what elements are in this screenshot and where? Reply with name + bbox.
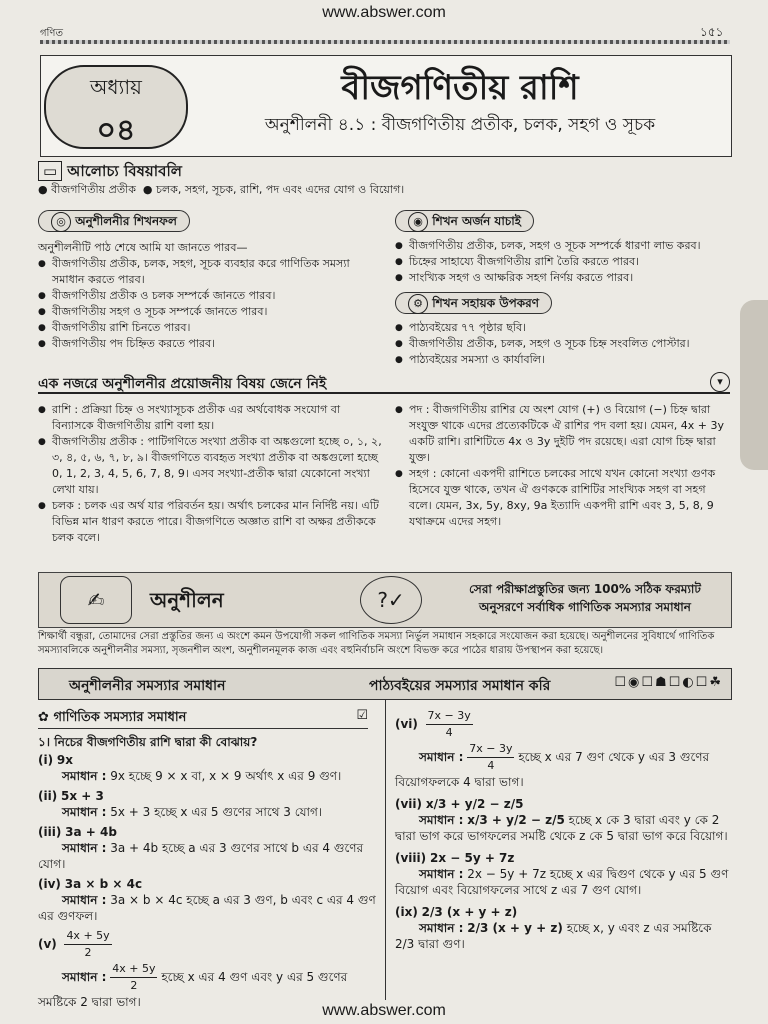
site-url-bottom[interactable]: www.abswer.com [322, 1002, 446, 1019]
item-answer: হচ্ছে x এর 4 গুণ এবং y এর 5 গুণের সমষ্টিকে 2 দ্বারা ভাগ। [38, 970, 348, 1009]
chevron-down-icon: ▾ [710, 372, 730, 392]
fraction [467, 741, 514, 774]
book-icon: ▭ [38, 161, 62, 181]
chapter-title: বীজগণিতীয় রাশি [341, 68, 579, 108]
item-answer: হচ্ছে x কে 3 দ্বারা এবং y কে 2 দ্বারা ভাগ করে ভাগফলের সমষ্টি থেকে z কে 5 দ্বারা ভাগ করে বিয়োগ। [395, 813, 728, 843]
solution-item [38, 788, 378, 820]
solution-label: সমাধান : [62, 893, 107, 907]
header-strip [40, 40, 730, 44]
page-number: ১৫১ [700, 25, 724, 39]
item-expr: 3a × b × 4c [64, 877, 143, 891]
dartboard-icon: ◉ [408, 212, 428, 232]
chapter-subtitle: অনুশীলনী ৪.১ : বীজগণিতীয় প্রতীক, চলক, সহগ ও সূচক [264, 115, 656, 135]
flower-icon: ✿ [38, 710, 49, 725]
item-answer: 9x হচ্ছে 9 × x বা, x × 9 অর্থাৎ x এর 9 গুণ। [110, 769, 342, 783]
solution-label: সমাধান : [62, 970, 107, 984]
glance-rule [38, 392, 730, 394]
solution-item [38, 752, 378, 784]
item-expr: 2x − 5y + 7z [429, 851, 515, 865]
fraction-denominator: 2 [130, 979, 138, 992]
item-no: (i) [38, 753, 54, 767]
section-bar-right: পাঠ্যবইয়ের সমস্যার সমাধান করি [369, 678, 551, 694]
materials-pill [395, 292, 552, 315]
material-item: ● পাঠ্যবইয়ের সমস্যা ও কার্যাবলি। [395, 352, 730, 368]
item-answer: 3a + 4b হচ্ছে a এর 3 গুণের সাথে b এর 4 গুণের যোগ। [38, 841, 364, 871]
solution-label: সমাধান : [62, 841, 107, 855]
fraction [110, 961, 157, 994]
question-check-icon: ?✓ [360, 576, 422, 624]
banner-right-line2: অনুসরণে সর্বাধিক গাণিতিক সমস্যার সমাধান [479, 600, 691, 614]
outcomes-pill [38, 210, 190, 233]
solutions-right [395, 708, 730, 952]
item-answer: 2x − 5y + 7z হচ্ছে x এর দ্বিগুণ থেকে y এর 5 গুণ বিয়োগ এবং বিয়োগফলের সাথে z এর 7 গুণ যোগ। [395, 867, 729, 897]
checkbox-icon: ☑ [356, 708, 368, 723]
fraction-numerator: 7x − 3y [467, 741, 514, 758]
item-no: (ix) [395, 905, 418, 919]
solution-label: সমাধান : [419, 921, 464, 935]
assessment-pill [395, 210, 534, 233]
item-answer: হচ্ছে x, y এবং z এর সমষ্টিকে 2/3 দ্বারা গুণ। [395, 921, 712, 951]
solution-item [395, 796, 730, 844]
assessment-item: ● বীজগণিতীয় প্রতীক, চলক, সহগ ও সূচক সম্পর্কে ধারণা লাভ করব। [395, 238, 730, 254]
topic-item: বীজগণিতীয় প্রতীক [51, 183, 136, 196]
fraction [64, 928, 111, 961]
item-expr: 9x [56, 753, 74, 767]
assessment-item: ● সাংখ্যিক সহগ ও আক্ষরিক সহগ নির্ণয় করতে পারব। [395, 270, 730, 286]
banner-right [440, 580, 730, 616]
chapter-word: অধ্যায় [90, 75, 142, 99]
subject-label: গণিত [40, 28, 63, 39]
outcomes-block [38, 240, 378, 352]
glance-item: ● চলক : চলক এর অর্থ যার পরিবর্তন হয়। অর্থাৎ চলকের মান নির্দিষ্ট নয়। এটি বিভিন্ন মান ধারণ করতে পারে। বীজগণিতে অজ্ঞাত রাশি বা অক্ষর প্রতীককে চলক বলে। [38, 498, 383, 546]
outcomes-intro: অনুশীলনীটি পাঠ শেষে আমি যা জানতে পারব— [38, 241, 248, 254]
glance-item: ● রাশি : প্রক্রিয়া চিহ্ন ও সংখ্যাসূচক প্রতীক এর অর্থবোধক সংযোগ বা বিন্যাসকে বীজগণিতীয় রাশি বলা হয়। [38, 402, 383, 434]
solution-item [38, 876, 378, 924]
page-curl-decoration [740, 300, 768, 470]
item-answer: 3a × b × 4c হচ্ছে a এর 3 গুণ, b এবং c এর 4 গুণ এর গুণফল। [38, 893, 376, 923]
material-item: ● পাঠ্যবইয়ের ৭৭ পৃষ্ঠার ছবি। [395, 320, 730, 336]
item-no: (iv) [38, 877, 61, 891]
fraction [426, 708, 473, 741]
item-expr: 3a + 4b [65, 825, 117, 839]
assessment-block [395, 238, 730, 286]
column-divider [385, 700, 386, 1000]
chapter-number: ০৪ [96, 113, 136, 148]
solutions-heading: গাণিতিক সমস্যার সমাধান [53, 710, 187, 725]
materials-pill-label: শিখন সহায়ক উপকরণ [432, 296, 540, 310]
solutions-heading-bar [38, 708, 368, 729]
fraction-denominator: 4 [445, 726, 453, 739]
banner-title: অনুশীলন [150, 588, 224, 612]
fraction-numerator: 4x + 5y [64, 928, 111, 945]
materials-block [395, 320, 730, 368]
hand-pen-icon: ✍ [60, 576, 132, 624]
section-bar [38, 668, 732, 700]
material-item: ● বীজগণিতীয় প্রতীক, চলক, সহগ ও সূচক চিহ্ন সংবলিত পোস্টার। [395, 336, 730, 352]
site-url-top[interactable]: www.abswer.com [322, 4, 446, 21]
item-no: (ii) [38, 789, 58, 803]
solution-label: সমাধান : [62, 769, 107, 783]
topics-list: ● বীজগণিতীয় প্রতীক ● চলক, সহগ, সূচক, রাশি, পদ এবং এদের যোগ ও বিয়োগ। [38, 183, 405, 196]
topic-item: চলক, সহগ, সূচক, রাশি, পদ এবং এদের যোগ ও বিয়োগ। [156, 183, 405, 196]
glance-heading: এক নজরে অনুশীলনীর প্রয়োজনীয় বিষয় জেনে নিই [38, 376, 327, 392]
solution-label: সমাধান : [419, 750, 464, 764]
outcome-item: ● বীজগণিতীয় সহগ ও সূচক সম্পর্কে জানতে পারব। [38, 304, 378, 320]
item-expr: x/3 + y/2 − z/5 [467, 813, 565, 827]
question-text: ১। নিচের বীজগণিতীয় রাশি দ্বারা কী বোঝায়? [38, 735, 258, 749]
solution-label: সমাধান : [419, 867, 464, 881]
glance-item: ● সহগ : কোনো একপদী রাশিতে চলকের সাথে যখন কোনো সংখ্যা গুণক হিসেবে যুক্ত থাকে, তখন ঐ গুণককে রাশিটির সাংখ্যিক সহগ বা সহগ বলে। যেমন, 3x, 5y, 8xy, 9a ইত্যাদি একপদী রাশি এবং 3, 5, 8, 9 যথাক্রমে এদের সহগ। [395, 466, 730, 530]
solution-item [38, 824, 378, 872]
fraction-denominator: 2 [84, 946, 92, 959]
topics-heading: আলোচ্য বিষয়াবলি [67, 162, 182, 180]
glance-left [38, 402, 383, 546]
item-no: (v) [38, 937, 57, 951]
solution-item [395, 850, 730, 898]
item-answer: হচ্ছে x এর 7 গুণ থেকে y এর 3 গুণের বিয়োগফলকে 4 দ্বারা ভাগ। [395, 750, 710, 789]
glance-item: ● পদ : বীজগণিতীয় রাশির যে অংশ যোগ (+) ও বিয়োগ (−) চিহ্ন দ্বারা সংযুক্ত থাকে এদের প্রত্যেকটিকে ঐ রাশির পদ বলা হয়। যেমন, 4x + 3y একটি রাশি। রাশিটিতে 4x ও 3y দুইটি পদ রয়েছে। এরা যোগ চিহ্ন দ্বারা যুক্ত। [395, 402, 730, 466]
solution-item [395, 904, 730, 952]
solutions-left [38, 734, 378, 1010]
item-answer: 5x + 3 হচ্ছে x এর 5 গুণের সাথে 3 যোগ। [110, 805, 323, 819]
chapter-badge [44, 65, 188, 149]
glance-item: ● বীজগণিতীয় প্রতীক : পাটিগণিতে সংখ্যা প্রতীক বা অঙ্কগুলো হচ্ছে ০, ১, ২, ৩, ৪, ৫, ৬, ৭, ৮, ৯। বীজগণিতে ব্যবহৃত সংখ্যা প্রতীক বা অঙ্কগুলো হচ্ছে 0, 1, 2, 3, 4, 5, 6, 7, 8, 9। এসব সংখ্যা-প্রতীক দ্বারা যেকোনো সংখ্যা লেখা যায়। [38, 434, 383, 498]
target-icon: ◎ [51, 212, 71, 232]
solution-item [395, 708, 730, 790]
outcome-item: ● বীজগণিতীয় প্রতীক, চলক, সহগ, সূচক ব্যবহার করে গাণিতিক সমস্যা সমাধান করতে পারব। [38, 256, 378, 288]
item-no: (vii) [395, 797, 423, 811]
outcome-item: ● বীজগণিতীয় প্রতীক ও চলক সম্পর্কে জানতে পারব। [38, 288, 378, 304]
section-bar-left: অনুশীলনীর সমস্যার সমাধান [69, 678, 226, 694]
item-no: (viii) [395, 851, 427, 865]
outcome-item: ● বীজগণিতীয় পদ চিহ্নিত করতে পারব। [38, 336, 378, 352]
fraction-numerator: 7x − 3y [426, 708, 473, 725]
intro-paragraph: শিক্ষার্থী বন্ধুরা, তোমাদের সেরা প্রস্তুতির জন্য এ অংশে কমন উপযোগী সকল গাণিতিক সমস্যা নির্ভুল সমাধান সহকারে সংযোজন করা হয়েছে। অনুশীলনের সুবিধার্থে গাণিতিক সমস্যাবলিকে অনুশীলনীর সমস্যা, সৃজনশীল অংশ, অনুশীলনমূলক কাজ এবং বহুনির্বাচনি অংশে বিভক্ত করে পাঠের ধারায় উপস্থাপন করা হয়েছে। [38, 631, 715, 656]
item-no: (iii) [38, 825, 62, 839]
item-expr: 2/3 (x + y + z) [421, 905, 518, 919]
outcome-item: ● বীজগণিতীয় রাশি চিনতে পারব। [38, 320, 378, 336]
solution-label: সমাধান : [419, 813, 464, 827]
assessment-pill-label: শিখন অর্জন যাচাই [432, 214, 522, 228]
glance-right [395, 402, 730, 530]
assessment-item: ● চিহ্নের সাহায্যে বীজগণিতীয় রাশি তৈরি করতে পারব। [395, 254, 730, 270]
item-expr: 2/3 (x + y + z) [467, 921, 563, 935]
fraction-numerator: 4x + 5y [110, 961, 157, 978]
banner-right-line1: সেরা পরীক্ষাপ্রস্তুতির জন্য 100% সঠিক ফরম্যাট [469, 582, 701, 596]
fraction-denominator: 4 [487, 759, 495, 772]
outcomes-pill-label: অনুশীলনীর শিখনফল [75, 214, 177, 228]
item-expr: 5x + 3 [61, 789, 104, 803]
solution-label: সমাধান : [62, 805, 107, 819]
tools-icon: ⚙ [408, 294, 428, 314]
solution-item [38, 928, 378, 1010]
item-no: (vi) [395, 717, 418, 731]
category-icons: ☐◉☐☗☐◐☐☘ [614, 675, 723, 690]
item-expr: x/3 + y/2 − z/5 [425, 797, 524, 811]
